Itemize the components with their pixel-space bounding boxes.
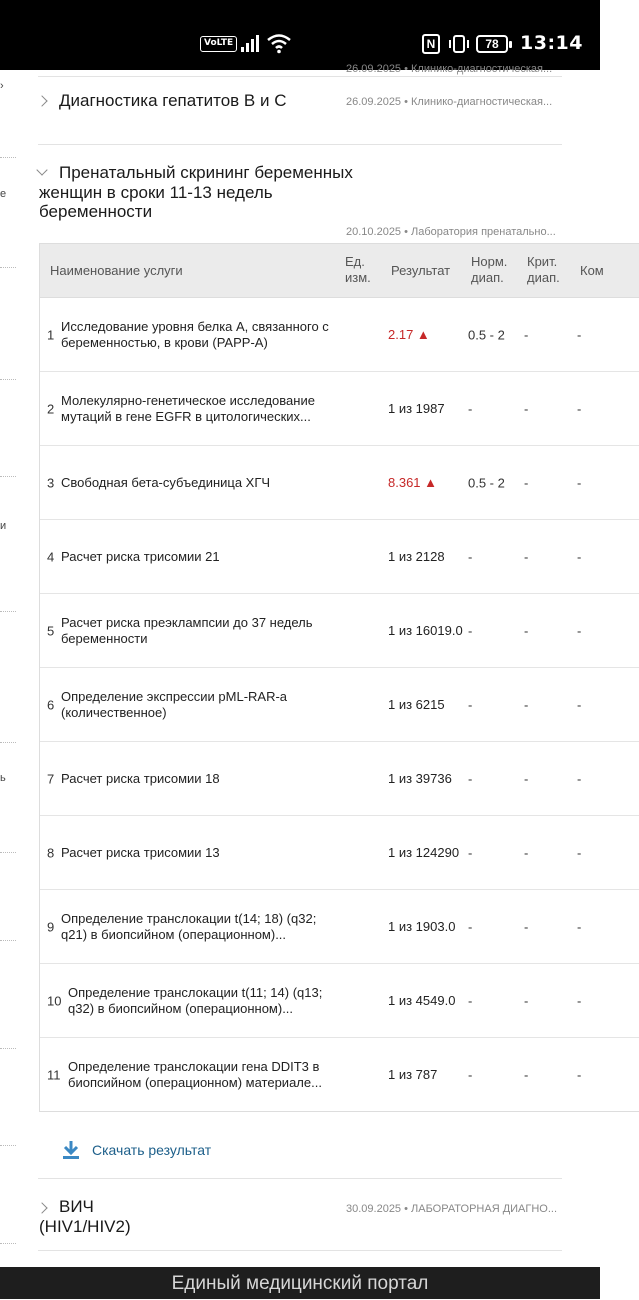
header-unit: Ед. изм. — [345, 254, 371, 285]
edge-divider — [0, 157, 16, 158]
comment: - — [577, 401, 582, 416]
divider — [38, 76, 562, 77]
header-name: Наименование услуги — [50, 263, 183, 278]
comment: - — [577, 845, 582, 860]
critical-range: - — [524, 623, 529, 638]
divider — [38, 144, 562, 145]
table-row[interactable] — [40, 520, 639, 594]
comment: - — [577, 623, 582, 638]
normal-range: - — [468, 919, 473, 934]
edge-divider — [0, 1243, 16, 1244]
app-title: Единый медицинский портал — [171, 1273, 429, 1294]
normal-range: - — [468, 845, 473, 860]
section-title: Пренатальный скрининг беременных женщин в сроки 11-13 недель беременности — [39, 163, 353, 221]
normal-range: 0.5 - 2 — [468, 475, 505, 490]
cut-section-meta: 26.09.2025 • Клинико-диагностическая... — [346, 63, 553, 75]
result-value: 1 из 39736 — [388, 770, 452, 786]
row-number: 7 — [47, 771, 55, 786]
comment: - — [577, 993, 582, 1008]
service-name: Расчет риска преэклампсии до 37 недель беременности — [61, 614, 313, 646]
volte-icon: VoLTE — [200, 36, 237, 52]
normal-range: - — [468, 401, 473, 416]
table-row[interactable] — [40, 964, 639, 1038]
edge-fragment: и — [0, 520, 7, 532]
edge-divider — [0, 742, 16, 743]
table-row[interactable] — [40, 446, 639, 520]
table-row[interactable] — [40, 298, 639, 372]
service-name: Свободная бета-субъединица ХГЧ — [61, 474, 271, 490]
critical-range: - — [524, 327, 529, 342]
comment: - — [577, 697, 582, 712]
comment: - — [577, 771, 582, 786]
result-value: 1 из 4549.0 — [388, 992, 456, 1008]
critical-range: - — [524, 919, 529, 934]
row-number: 6 — [47, 697, 55, 712]
divider — [38, 1250, 562, 1251]
result-value: 1 из 1903.0 — [388, 918, 456, 934]
critical-range: - — [524, 993, 529, 1008]
vibrate-icon — [447, 33, 471, 55]
result-value: 1 из 1987 — [388, 400, 445, 416]
header-comment: Ком — [580, 263, 604, 278]
status-bar — [0, 0, 600, 70]
service-name: Расчет риска трисомии 18 — [61, 770, 220, 786]
critical-range: - — [524, 697, 529, 712]
table-row[interactable] — [40, 594, 639, 668]
results-table — [39, 243, 639, 1112]
normal-range: - — [468, 993, 473, 1008]
edge-fragment: ь — [0, 772, 6, 784]
table-row[interactable] — [40, 742, 639, 816]
service-name: Определение транслокации t(11; 14) (q13; q32) в биопсийном (операционном)... — [68, 984, 323, 1016]
row-number: 9 — [47, 919, 55, 934]
result-value: 1 из 2128 — [388, 548, 445, 564]
row-number: 8 — [47, 845, 55, 860]
result-value: 1 из 124290 — [388, 844, 460, 860]
download-icon — [62, 1140, 80, 1160]
service-name: Молекулярно-генетическое исследование мутаций в гене EGFR в цитологических... — [61, 392, 315, 424]
normal-range: - — [468, 697, 473, 712]
service-name: Расчет риска трисомии 13 — [61, 844, 220, 860]
section-meta: 30.09.2025 • ЛАБОРАТОРНАЯ ДИАГНО... — [346, 1203, 558, 1215]
row-number: 4 — [47, 549, 55, 564]
edge-divider — [0, 267, 16, 268]
critical-range: - — [524, 845, 529, 860]
edge-divider — [0, 1048, 16, 1049]
critical-range: - — [524, 771, 529, 786]
table-row[interactable] — [40, 890, 639, 964]
normal-range: - — [468, 549, 473, 564]
table-row[interactable] — [40, 1038, 639, 1112]
wifi-icon — [266, 32, 292, 54]
comment: - — [577, 327, 582, 342]
row-number: 11 — [47, 1067, 61, 1082]
result-value: 1 из 787 — [388, 1066, 438, 1082]
download-label: Скачать результат — [92, 1142, 212, 1158]
service-name: Определение экспрессии pML-RAR-a (количественное) — [61, 688, 288, 720]
row-number: 1 — [47, 327, 55, 342]
row-number: 2 — [47, 401, 55, 416]
result-value: 8.361 ▲ — [388, 474, 438, 490]
normal-range: - — [468, 623, 473, 638]
edge-fragment: е — [0, 188, 7, 200]
download-result-link[interactable] — [62, 1139, 211, 1161]
result-value: 2.17 ▲ — [388, 326, 430, 342]
section-meta: 26.09.2025 • Клинико-диагностическая... — [346, 96, 553, 108]
critical-range: - — [524, 401, 529, 416]
section-title: Диагностика гепатитов В и С — [59, 91, 287, 110]
edge-divider — [0, 379, 16, 380]
service-name: Определение транслокации гена DDIT3 в биопсийном (операционном) материале... — [68, 1058, 322, 1090]
table-row[interactable] — [40, 372, 639, 446]
app-title-bar — [0, 1267, 600, 1299]
edge-fragment: › — [0, 80, 4, 92]
row-number: 3 — [47, 475, 55, 490]
edge-divider — [0, 852, 16, 853]
critical-range: - — [524, 475, 529, 490]
result-value: 1 из 6215 — [388, 696, 445, 712]
normal-range: 0.5 - 2 — [468, 327, 505, 342]
table-row[interactable] — [40, 816, 639, 890]
header-result: Результат — [391, 263, 451, 278]
edge-divider — [0, 476, 16, 477]
comment: - — [577, 919, 582, 934]
normal-range: - — [468, 1067, 473, 1082]
comment: - — [577, 549, 582, 564]
clock: 13:14 — [520, 32, 583, 54]
critical-range: - — [524, 1067, 529, 1082]
comment: - — [577, 1067, 582, 1082]
edge-divider — [0, 1145, 16, 1146]
divider — [38, 1178, 562, 1179]
service-name: Исследование уровня белка А, связанного с беременностью, в крови (PAPP-A) — [61, 318, 329, 350]
row-number: 5 — [47, 623, 55, 638]
table-header — [40, 243, 639, 298]
header-norm: Норм. диап. — [471, 254, 508, 285]
battery-icon: 78 — [476, 35, 508, 53]
normal-range: - — [468, 771, 473, 786]
row-number: 10 — [47, 993, 62, 1008]
comment: - — [577, 475, 582, 490]
signal-icon — [241, 34, 263, 52]
header-crit: Крит. диап. — [527, 254, 560, 285]
nfc-icon: N — [422, 34, 440, 54]
service-name: Определение транслокации t(14; 18) (q32; q21) в биопсийном (операционном)... — [61, 910, 317, 942]
table-row[interactable] — [40, 668, 639, 742]
result-value: 1 из 16019.0 — [388, 622, 463, 638]
edge-divider — [0, 940, 16, 941]
table-body — [40, 298, 639, 1112]
edge-divider — [0, 611, 16, 612]
section-title: ВИЧ (HIV1/HIV2) — [39, 1197, 131, 1236]
section-meta: 20.10.2025 • Лаборатория пренатально... — [346, 226, 556, 238]
critical-range: - — [524, 549, 529, 564]
service-name: Расчет риска трисомии 21 — [61, 548, 220, 564]
